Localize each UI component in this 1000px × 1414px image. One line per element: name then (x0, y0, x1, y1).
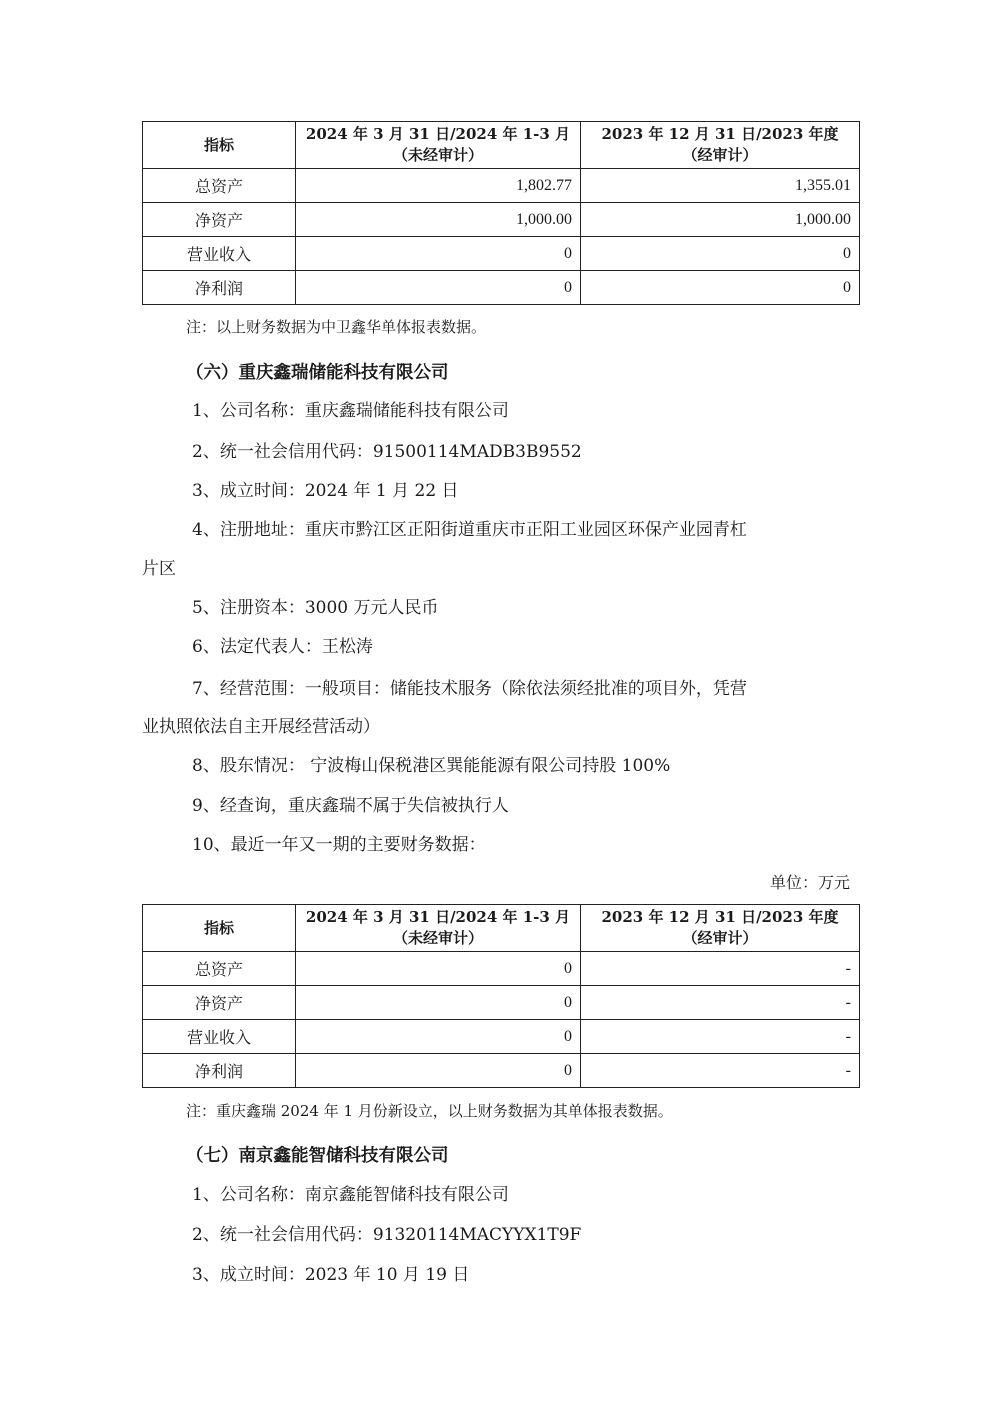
section6-heading: （六）重庆鑫瑞储能科技有限公司 (186, 363, 449, 383)
cell-value-2024q1: 0 (296, 1020, 581, 1054)
cell-value-2023: 1,000.00 (581, 203, 860, 237)
header-indicator: 指标 (143, 122, 296, 169)
cell-value-2023: - (581, 986, 860, 1020)
table-row (143, 237, 860, 271)
row-label: 净利润 (143, 271, 296, 305)
header-indicator: 指标 (143, 905, 296, 952)
cell-value-2023: - (581, 952, 860, 986)
header-period-2023 (581, 905, 860, 952)
cell-value-2024q1: 0 (296, 271, 581, 305)
cell-value-2024q1: 1,000.00 (296, 203, 581, 237)
cell-value-2024q1: 0 (296, 986, 581, 1020)
header-period-2024q1 (296, 122, 581, 169)
header-period-2023-date: 2023 年 12 月 31 日/2023 年度 (601, 908, 839, 926)
table2-note: 注：重庆鑫瑞 2024 年 1 月份新设立，以上财务数据为其单体报表数据。 (186, 1102, 673, 1120)
financial-table-chongqing-xinrui (142, 904, 860, 1088)
unit-label: 单位：万元 (769, 873, 850, 892)
section6-item-inquiry: 9、经查询，重庆鑫瑞不属于失信被执行人 (192, 796, 509, 816)
table-row (143, 1020, 860, 1054)
section6-item-scope: 7、经营范围：一般项目：储能技术服务（除依法须经批准的项目外，凭营 (192, 679, 747, 699)
table-row (143, 271, 860, 305)
header-period-2024q1 (296, 905, 581, 952)
financial-table-zhongwei-xinhua (142, 121, 860, 305)
section6-item-scope-cont: 业执照依法自主开展经营活动） (142, 717, 380, 737)
row-label: 总资产 (143, 952, 296, 986)
header-period-2024q1-audit: （未经审计） (392, 146, 483, 164)
header-period-2023-date: 2023 年 12 月 31 日/2023 年度 (601, 125, 839, 143)
section7-item-credit-code: 2、统一社会信用代码：91320114MACYYX1T9F (192, 1225, 582, 1245)
row-label: 总资产 (143, 169, 296, 203)
header-period-2023 (581, 122, 860, 169)
header-period-2024q1-date: 2024 年 3 月 31 日/2024 年 1-3 月 (305, 908, 571, 926)
table-row (143, 986, 860, 1020)
section6-item-company-name: 1、公司名称：重庆鑫瑞储能科技有限公司 (192, 401, 509, 421)
table-row (143, 952, 860, 986)
header-period-2024q1-date: 2024 年 3 月 31 日/2024 年 1-3 月 (305, 125, 571, 143)
row-label: 净资产 (143, 986, 296, 1020)
row-label: 净利润 (143, 1054, 296, 1088)
header-period-2023-audit: （经审计） (682, 929, 758, 947)
section6-item-shareholder: 8、股东情况： 宁波梅山保税港区巽能能源有限公司持股 100% (192, 756, 671, 776)
cell-value-2024q1: 0 (296, 1054, 581, 1088)
section6-item-legal-rep: 6、法定代表人：王松涛 (192, 637, 373, 657)
table-row (143, 203, 860, 237)
cell-value-2023: - (581, 1054, 860, 1088)
section7-heading: （七）南京鑫能智储科技有限公司 (186, 1146, 449, 1166)
cell-value-2024q1: 0 (296, 952, 581, 986)
cell-value-2023: - (581, 1020, 860, 1054)
section6-item-credit-code: 2、统一社会信用代码：91500114MADB3B9552 (192, 442, 582, 462)
table-header-row (143, 905, 860, 952)
cell-value-2023: 1,355.01 (581, 169, 860, 203)
section7-item-company-name: 1、公司名称：南京鑫能智储科技有限公司 (192, 1185, 509, 1205)
row-label: 营业收入 (143, 237, 296, 271)
table1-note: 注：以上财务数据为中卫鑫华单体报表数据。 (186, 318, 487, 336)
cell-value-2023: 0 (581, 237, 860, 271)
table-row (143, 1054, 860, 1088)
row-label: 营业收入 (143, 1020, 296, 1054)
section6-item-established: 3、成立时间：2024 年 1 月 22 日 (192, 481, 459, 501)
section6-item-financials: 10、最近一年又一期的主要财务数据： (192, 835, 486, 855)
header-period-2023-audit: （经审计） (682, 146, 758, 164)
section6-item-address: 4、注册地址：重庆市黔江区正阳街道重庆市正阳工业园区环保产业园青杠 (192, 520, 747, 540)
table-row (143, 169, 860, 203)
cell-value-2024q1: 1,802.77 (296, 169, 581, 203)
table-header-row (143, 122, 860, 169)
section6-item-address-cont: 片区 (142, 559, 176, 579)
cell-value-2023: 0 (581, 271, 860, 305)
section6-item-capital: 5、注册资本：3000 万元人民币 (192, 598, 439, 618)
cell-value-2024q1: 0 (296, 237, 581, 271)
header-period-2024q1-audit: （未经审计） (392, 929, 483, 947)
row-label: 净资产 (143, 203, 296, 237)
section7-item-established: 3、成立时间：2023 年 10 月 19 日 (192, 1265, 470, 1285)
